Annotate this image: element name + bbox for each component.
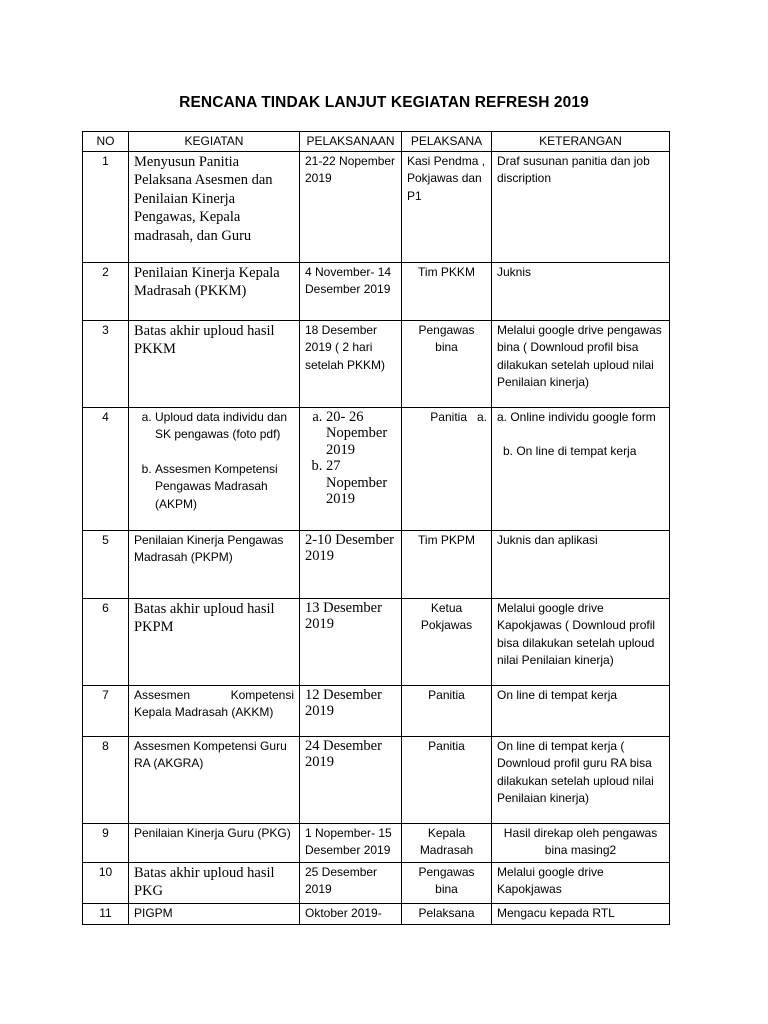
row-no: 7 (83, 685, 129, 736)
row-keterangan: Melalui google drive pengawas bina ( Downloud profil bisa dilakukan setelah uploud nilai Penilaian kinerja) (492, 320, 670, 407)
row-kegiatan: PIGPM (129, 903, 300, 925)
table-row (83, 736, 670, 823)
list-item: b. 27 Nopember 2019 (326, 458, 396, 508)
row-pelaksanaan (300, 407, 402, 530)
table-header-row (83, 132, 670, 152)
list-item: a. Uploud data individu dan SK pengawas (foto pdf) (155, 409, 294, 444)
row-pelaksana: Panitia (402, 736, 492, 823)
row-pelaksana: Kepala Madrasah (402, 823, 492, 862)
row-no: 5 (83, 530, 129, 598)
row-kegiatan: Penilaian Kinerja Guru (PKG) (129, 823, 300, 862)
row-pelaksana: Pelaksana (402, 903, 492, 925)
row-pelaksana: Panitia a. (402, 407, 492, 530)
table-row (83, 598, 670, 685)
row-no: 8 (83, 736, 129, 823)
row-kegiatan: Assesmen Kompetensi Guru RA (AKGRA) (129, 736, 300, 823)
row-no: 6 (83, 598, 129, 685)
row-kegiatan: Batas akhir uploud hasil PKKM (129, 320, 300, 407)
row-no: 3 (83, 320, 129, 407)
row-kegiatan: Batas akhir uploud hasil PKPM (129, 598, 300, 685)
row-pelaksanaan: 24 Desember 2019 (300, 736, 402, 823)
row-keterangan: Juknis dan aplikasi (492, 530, 670, 598)
row-pelaksanaan: 2-10 Desember 2019 (300, 530, 402, 598)
row-keterangan: On line di tempat kerja (492, 685, 670, 736)
row-kegiatan: Assesmen Kompetensi Kepala Madrasah (AKKM) (129, 685, 300, 736)
header-no: NO (83, 132, 129, 152)
row-kegiatan: Batas akhir uploud hasil PKG (129, 862, 300, 903)
row-keterangan: Melalui google drive Kapokjawas ( Downloud profil bisa dilakukan setelah uploud nilai Penilaian kinerja) (492, 598, 670, 685)
header-pelaksanaan: PELAKSANAAN (300, 132, 402, 152)
row-pelaksana: Kasi Pendma , Pokjawas dan P1 (402, 151, 492, 262)
table-row (83, 151, 670, 262)
activity-table (82, 131, 670, 925)
pelaksanaan-list (305, 409, 396, 508)
row-keterangan: Juknis (492, 262, 670, 320)
list-item: a. 20- 26 Nopember 2019 (326, 409, 396, 459)
row-pelaksanaan: 21-22 Nopember 2019 (300, 151, 402, 262)
table-row (83, 903, 670, 925)
row-pelaksanaan: Oktober 2019- (300, 903, 402, 925)
table-row (83, 862, 670, 903)
row-pelaksana: Tim PKKM (402, 262, 492, 320)
row-kegiatan: Penilaian Kinerja Pengawas Madrasah (PKPM) (129, 530, 300, 598)
row-no: 2 (83, 262, 129, 320)
header-pelaksana: PELAKSANA (402, 132, 492, 152)
keterangan-a: a. Online individu google form (497, 409, 656, 424)
row-kegiatan: Penilaian Kinerja Kepala Madrasah (PKKM) (129, 262, 300, 320)
row-keterangan: On line di tempat kerja ( Downloud profil guru RA bisa dilakukan setelah uploud nilai Penilaian kinerja) (492, 736, 670, 823)
row-pelaksana: Ketua Pokjawas (402, 598, 492, 685)
table-row (83, 823, 670, 862)
row-kegiatan (129, 407, 300, 530)
row-keterangan: Hasil direkap oleh pengawas bina masing2 (492, 823, 670, 862)
row-pelaksana: Tim PKPM (402, 530, 492, 598)
row-kegiatan: Menyusun Panitia Pelaksana Asesmen dan Penilaian Kinerja Pengawas, Kepala madrasah, dan Guru (129, 151, 300, 262)
row-no: 1 (83, 151, 129, 262)
list-item: b. Assesmen Kompetensi Pengawas Madrasah (AKPM) (155, 461, 294, 514)
row-no: 9 (83, 823, 129, 862)
table-row (83, 320, 670, 407)
header-keterangan: KETERANGAN (492, 132, 670, 152)
table-row (83, 530, 670, 598)
row-pelaksanaan: 4 November- 14 Desember 2019 (300, 262, 402, 320)
document-title: RENCANA TINDAK LANJUT KEGIATAN REFRESH 2019 (179, 94, 589, 111)
row-no: 11 (83, 903, 129, 925)
row-pelaksanaan: 13 Desember 2019 (300, 598, 402, 685)
table-row (83, 407, 670, 530)
row-pelaksanaan: 1 Nopember- 15 Desember 2019 (300, 823, 402, 862)
row-no: 10 (83, 862, 129, 903)
row-pelaksana: Pengawas bina (402, 862, 492, 903)
table-row (83, 262, 670, 320)
row-keterangan: Melalui google drive Kapokjawas (492, 862, 670, 903)
row-pelaksana: Pengawas bina (402, 320, 492, 407)
row-pelaksanaan: 25 Desember 2019 (300, 862, 402, 903)
row-keterangan: Mengacu kepada RTL (492, 903, 670, 925)
row-pelaksanaan: 12 Desember 2019 (300, 685, 402, 736)
row-no: 4 (83, 407, 129, 530)
kegiatan-list (134, 409, 294, 514)
keterangan-b: b. On line di tempat kerja (503, 444, 637, 458)
row-keterangan (492, 407, 670, 530)
row-pelaksana: Panitia (402, 685, 492, 736)
row-keterangan: Draf susunan panitia dan job discription (492, 151, 670, 262)
row-pelaksanaan: 18 Desember 2019 ( 2 hari setelah PKKM) (300, 320, 402, 407)
table-row (83, 685, 670, 736)
header-kegiatan: KEGIATAN (129, 132, 300, 152)
